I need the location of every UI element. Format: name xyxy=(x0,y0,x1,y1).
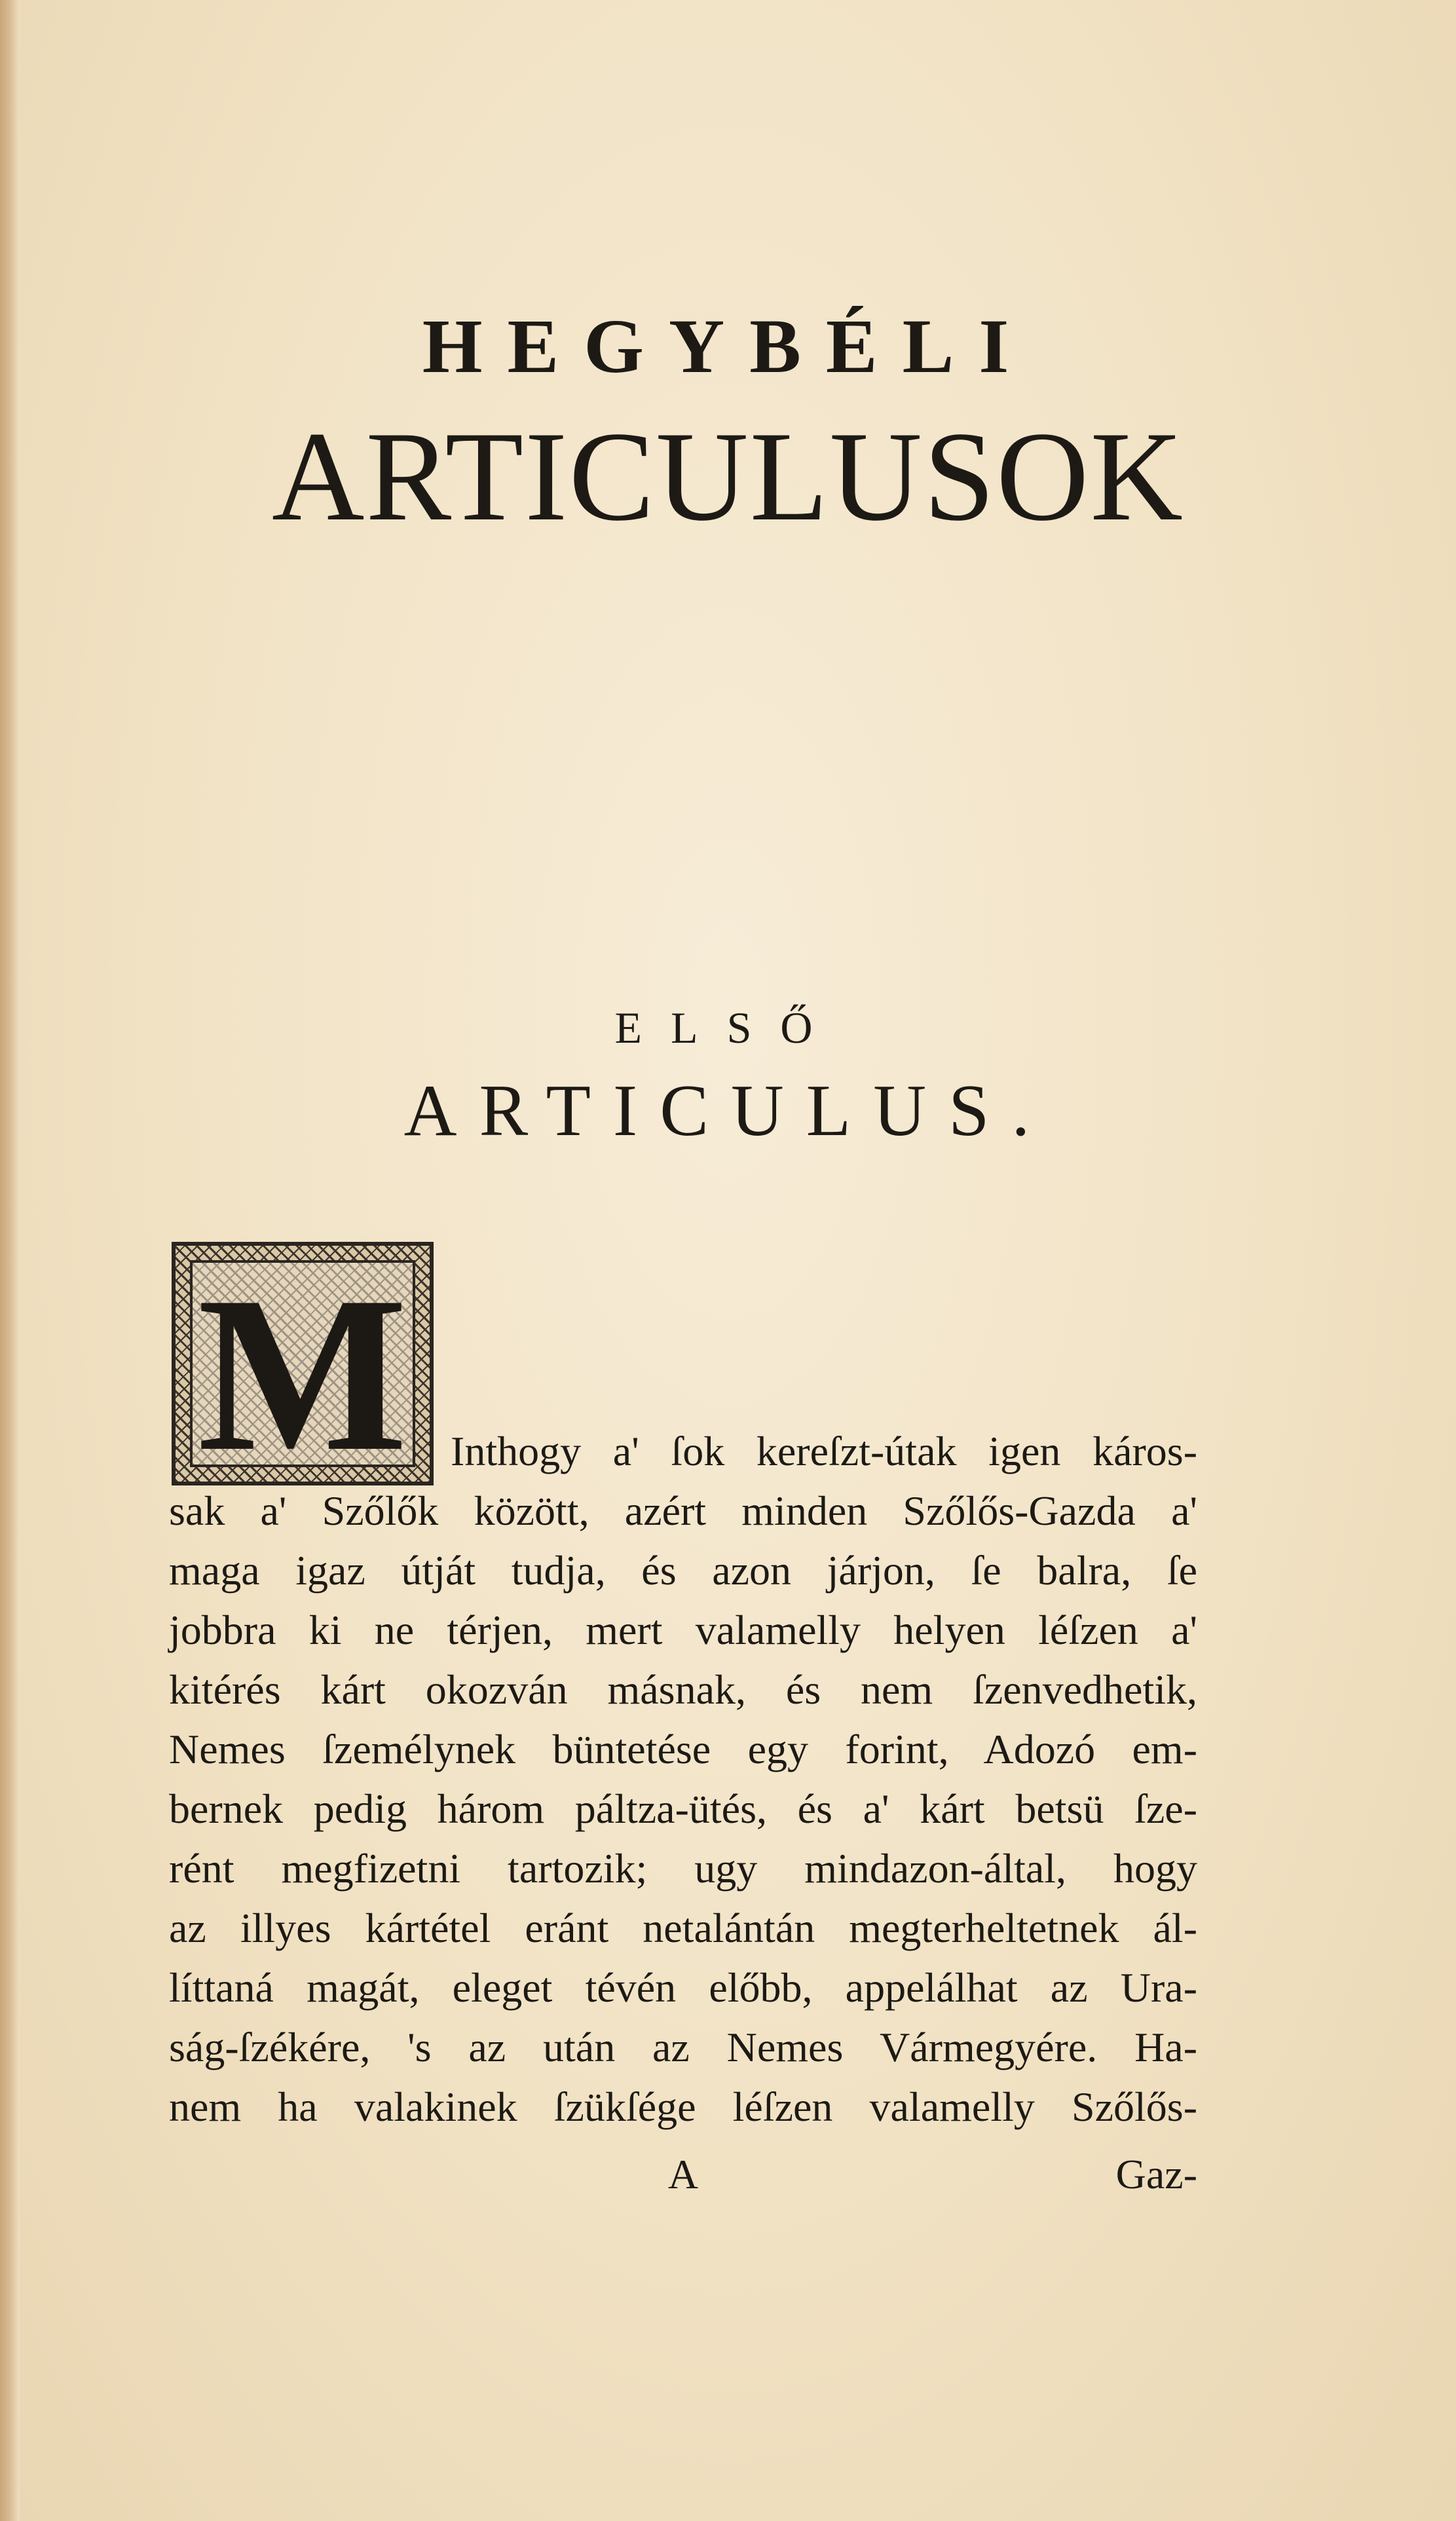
decorated-initial-letter: M xyxy=(197,1250,408,1497)
page-footer xyxy=(169,2148,1197,2201)
paragraph-line: kitérés kárt okozván másnak, és nem ſzenvedhetik, xyxy=(169,1666,1197,1713)
section-ordinal: ELSŐ xyxy=(614,1003,842,1053)
paragraph-line: líttaná magát, eleget tévén előbb, appelálhat az Ura- xyxy=(169,1964,1197,2011)
catchword: Gaz- xyxy=(1115,2151,1197,2197)
paragraph-line: bernek pedig három páltza-ütés, és a' kárt betsü ſze- xyxy=(169,1785,1197,1832)
paragraph-line: nem ha valakinek ſzükſége léſzen valamelly Szőlős- xyxy=(169,2083,1197,2130)
title-line-1: HEGYBÉLI xyxy=(422,303,1034,389)
section-heading: ARTICULUS. xyxy=(403,1070,1053,1151)
title-line-2: ARTICULUSOK xyxy=(271,405,1185,548)
paragraph-line: jobbra ki ne térjen, mert valamelly helyen léſzen a' xyxy=(169,1607,1197,1653)
paragraph-line: maga igaz útját tudja, és azon járjon, ſe balra, ſe xyxy=(169,1547,1197,1594)
paragraph-line: sak a' Szőlők között, azért minden Szőlős-Gazda a' xyxy=(169,1487,1197,1534)
paragraph-line: Inthogy a' ſok kereſzt-útak igen káros- xyxy=(451,1428,1197,1474)
signature-mark: A xyxy=(667,2151,699,2197)
paragraph-line: ság-ſzékére, 's az után az Nemes Vármegyére. Ha- xyxy=(169,2024,1197,2070)
paragraph-line: az illyes kártétel eránt netalántán megterheltetnek ál- xyxy=(169,1905,1197,1951)
paragraph-line: Nemes ſzemélynek büntetése egy forint, Adozó em- xyxy=(169,1726,1197,1772)
paragraph-line: rént megfizetni tartozik; ugy mindazon-által, hogy xyxy=(169,1845,1197,1892)
article-paragraph xyxy=(169,1421,1197,2137)
